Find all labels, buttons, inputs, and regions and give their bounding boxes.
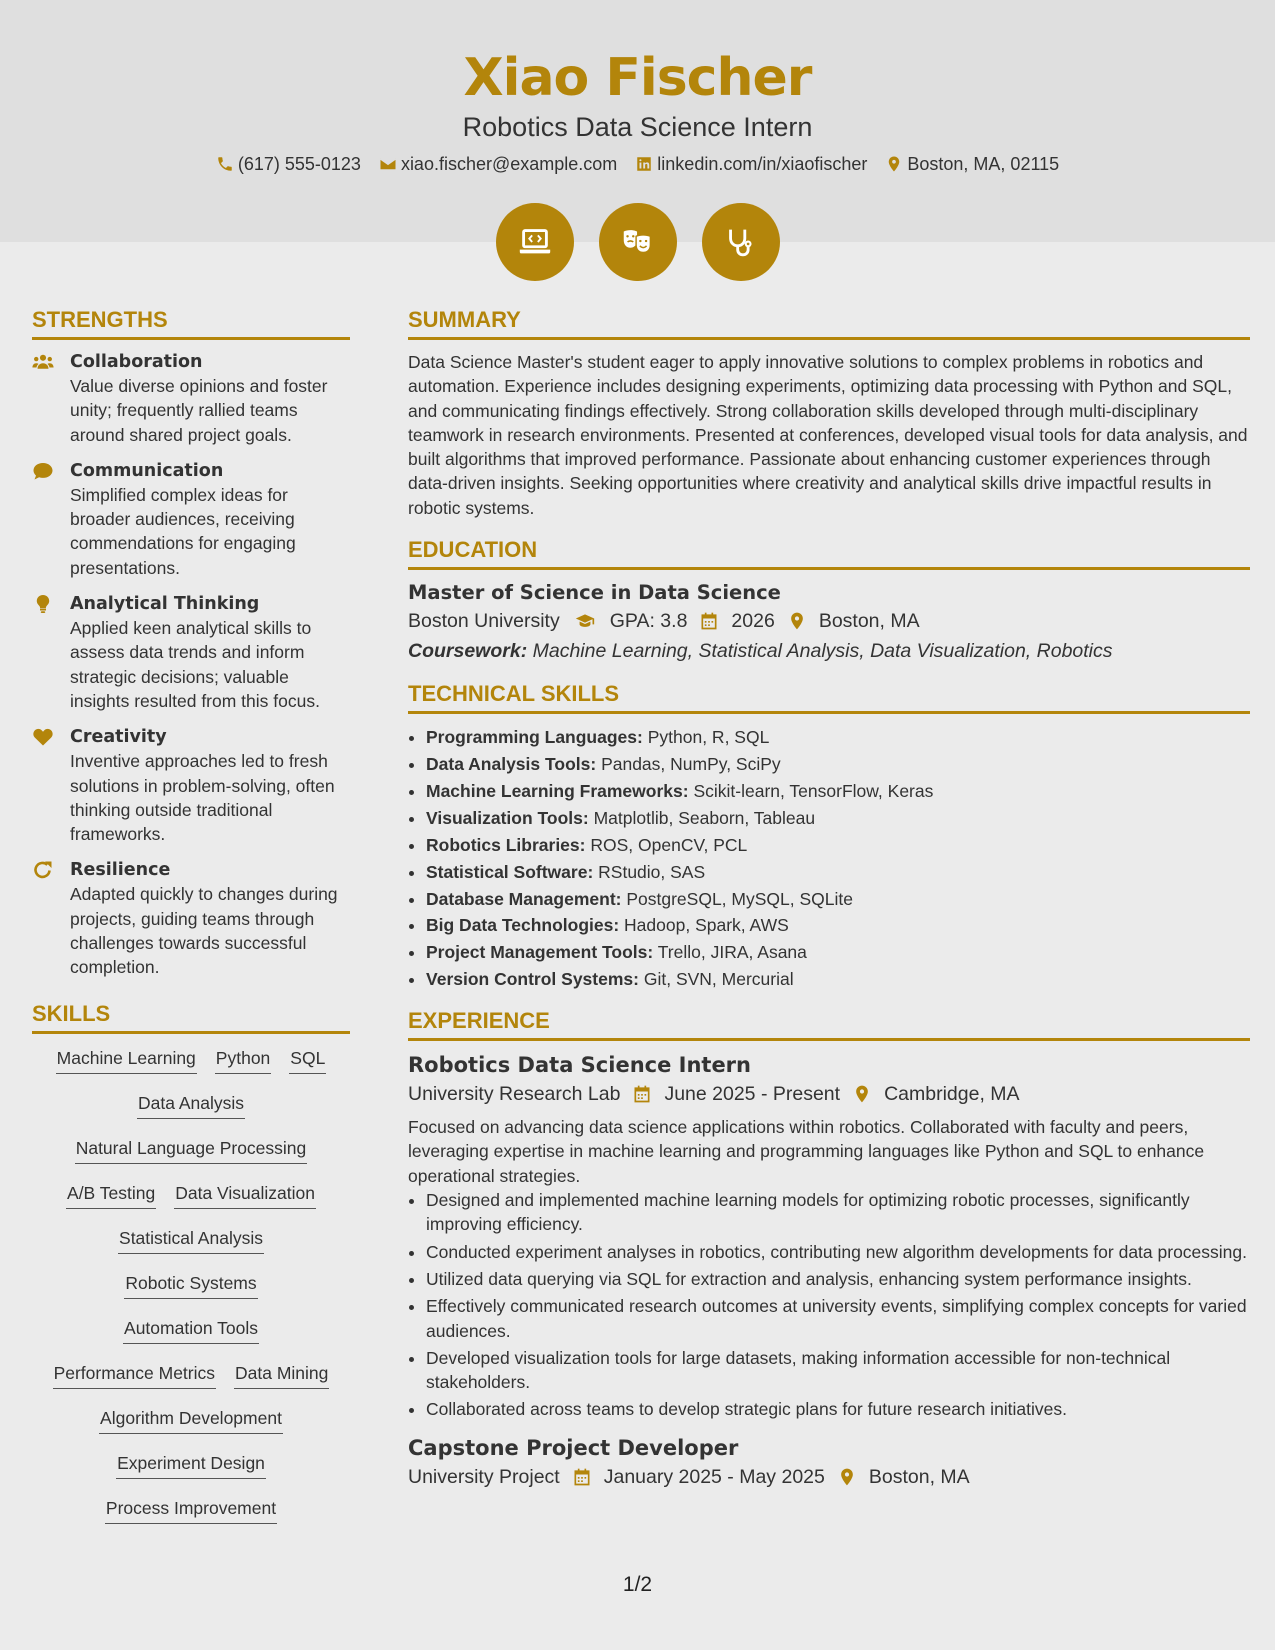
badge-theater-masks (599, 203, 677, 281)
education-meta (408, 606, 1250, 636)
coursework-list: Machine Learning, Statistical Analysis, Data Visualization, Robotics (532, 640, 1113, 663)
skill-label: Machine Learning Frameworks: (426, 780, 689, 801)
strength-title: Creativity (70, 727, 167, 748)
skill-value: Python, R, SQL (647, 727, 770, 748)
page-number: 1/2 (622, 1573, 653, 1596)
strength-title: Collaboration (70, 352, 203, 372)
badge-laptop-code (496, 203, 574, 281)
skill-value: Pandas, NumPy, SciPy (601, 753, 781, 774)
candidate-title: Robotics Data Science Intern (462, 112, 813, 142)
skill-value: Matplotlib, Seaborn, Tableau (593, 807, 816, 828)
skill-chip: SQL (289, 1046, 326, 1074)
skill-label: Data Analysis Tools: (426, 753, 597, 774)
badge-stethoscope (702, 203, 780, 281)
strength-item (32, 592, 350, 713)
skill-value: PostgreSQL, MySQL, SQLite (626, 888, 853, 909)
skill-row (32, 1181, 350, 1226)
phone-icon (216, 155, 234, 173)
skill-row (32, 1271, 350, 1316)
location-text: Boston, MA, 02115 (907, 154, 1060, 174)
speech-bubble-icon (32, 461, 54, 481)
summary-heading: SUMMARY (408, 306, 1250, 340)
job-location: Boston, MA (868, 1465, 970, 1488)
job-dates: January 2025 - May 2025 (603, 1465, 825, 1488)
list-item: • Collaborated across teams to develop strategic plans for future research initiatives. (426, 1397, 1250, 1421)
skill-row (32, 1226, 350, 1271)
job-org: University Project (408, 1465, 560, 1488)
strength-desc: Value diverse opinions and foster unity; frequently rallied teams around shared project goals. (70, 376, 328, 445)
envelope-icon (379, 155, 397, 173)
list-item (426, 912, 1250, 939)
map-pin-icon (787, 611, 807, 631)
strengths-list (32, 350, 350, 980)
strength-title: Communication (70, 460, 224, 481)
list-item: • Designed and implemented machine learning models for optimizing robotic processes, significantly improving efficiency. (426, 1188, 1250, 1237)
list-item (426, 939, 1250, 966)
list-item (426, 832, 1250, 859)
degree-title: Master of Science in Data Science (408, 581, 781, 605)
linkedin-icon (635, 155, 653, 173)
strength-item (32, 725, 350, 846)
calendar-icon (699, 611, 719, 631)
skill-row (32, 1316, 350, 1361)
list-item (426, 886, 1250, 913)
skill-chip: Data Mining (234, 1361, 329, 1389)
school-location: Boston, MA (818, 610, 920, 633)
list-item (426, 859, 1250, 886)
strength-title: Analytical Thinking (70, 594, 260, 615)
skill-label: Database Management: (426, 888, 622, 909)
job-location: Cambridge, MA (884, 1083, 1020, 1106)
gpa-text: GPA: 3.8 (609, 610, 688, 633)
strength-desc: Adapted quickly to changes during projects, guiding teams through challenges towards successful completion. (70, 884, 338, 978)
list-item: • Effectively communicated research outcomes at university events, simplifying complex concepts for varied audiences. (426, 1294, 1250, 1343)
skill-label: Statistical Software: (426, 861, 594, 882)
interest-badges (0, 203, 1275, 281)
map-pin-icon (837, 1467, 857, 1487)
job-title: Capstone Project Developer (408, 1435, 739, 1460)
calendar-icon (632, 1084, 652, 1104)
skill-value: Scikit-learn, TensorFlow, Keras (693, 780, 934, 801)
skill-row (32, 1451, 350, 1496)
strength-item (32, 459, 350, 580)
phone-text: (617) 555-0123 (237, 154, 361, 174)
job-bullets (408, 1188, 1250, 1422)
skill-label: Robotics Libraries: (426, 834, 586, 855)
users-icon (32, 352, 54, 372)
skill-chip: Natural Language Processing (75, 1136, 308, 1164)
strength-item (32, 858, 350, 979)
skill-label: Version Control Systems: (426, 969, 639, 990)
email-text: xiao.fischer@example.com (400, 154, 618, 174)
list-item (426, 751, 1250, 778)
education-heading: EDUCATION (408, 536, 1250, 570)
linkedin-text: linkedin.com/in/xiaofischer (657, 154, 868, 174)
laptop-code-icon (516, 223, 554, 261)
calendar-icon (572, 1467, 592, 1487)
technical-skills-list (408, 724, 1250, 993)
skills-list (32, 1046, 350, 1541)
map-pin-icon (852, 1084, 872, 1104)
list-item: • Utilized data querying via SQL for extraction and analysis, enhancing system performance insights. (426, 1267, 1250, 1291)
list-item: • Developed visualization tools for large datasets, making information accessible for non-technical stakeholders. (426, 1346, 1250, 1395)
skill-chip: Statistical Analysis (118, 1226, 264, 1254)
strength-item (32, 350, 350, 447)
skills-heading: SKILLS (32, 1000, 350, 1034)
strength-desc: Simplified complex ideas for broader audiences, receiving commendations for engaging presentations. (70, 484, 296, 578)
redo-icon (32, 860, 54, 880)
list-item (426, 966, 1250, 993)
contact-phone[interactable] (216, 152, 361, 176)
skill-label: Programming Languages: (426, 727, 643, 748)
technical-skills-heading: TECHNICAL SKILLS (408, 680, 1250, 714)
skill-row (32, 1496, 350, 1541)
skill-value: Trello, JIRA, Asana (657, 942, 807, 963)
left-column (32, 306, 350, 1541)
list-item (426, 724, 1250, 751)
coursework-label: Coursework: (408, 640, 528, 663)
contact-location (885, 152, 1059, 176)
skill-label: Project Management Tools: (426, 942, 654, 963)
graduation-cap-icon (572, 611, 598, 631)
contact-linkedin[interactable] (635, 152, 867, 176)
stethoscope-icon (722, 223, 760, 261)
skill-chip: Data Visualization (174, 1181, 316, 1209)
strengths-heading: STRENGTHS (32, 306, 350, 340)
job-org: University Research Lab (408, 1083, 621, 1106)
skill-row (32, 1091, 350, 1136)
job-description: Focused on advancing data science applications within robotics. Collaborated with faculty and peers, leveraging expertise in machine learning and programming languages like Python and SQL to enhance operational strategies. (408, 1117, 1205, 1186)
skill-chip: Machine Learning (56, 1046, 197, 1074)
skill-chip: Performance Metrics (53, 1361, 216, 1389)
candidate-name: Xiao Fischer (463, 48, 812, 108)
coursework (408, 636, 1250, 666)
skill-chip: A/B Testing (66, 1181, 156, 1209)
skill-chip: Robotic Systems (124, 1271, 257, 1299)
skill-label: Big Data Technologies: (426, 915, 620, 936)
lightbulb-icon (32, 594, 54, 614)
skill-value: Hadoop, Spark, AWS (624, 915, 789, 936)
school-name: Boston University (408, 610, 560, 633)
experience-heading: EXPERIENCE (408, 1007, 1250, 1041)
strength-desc: Inventive approaches led to fresh solutions in problem-solving, often thinking outside traditional frameworks. (70, 751, 335, 845)
skill-value: Git, SVN, Mercurial (643, 969, 794, 990)
strength-title: Resilience (70, 860, 171, 881)
right-column (408, 306, 1250, 1492)
theater-masks-icon (619, 223, 657, 261)
strength-desc: Applied keen analytical skills to assess data trends and inform strategic decisions; valuable insights resulted from this focus. (70, 618, 320, 711)
skill-chip: Data Analysis (137, 1091, 245, 1119)
contact-email[interactable] (379, 152, 617, 176)
skill-chip: Experiment Design (116, 1451, 266, 1479)
summary-text: Data Science Master's student eager to apply innovative solutions to complex problems in robotics and automation. Experience includes designing experiments, optimizing data processing with Python and SQL, and communicating findings effectively. Strong collaboration skills developed through multi-disciplinary teamwork in research environments. Presented at conferences, developed visual tools for data analysis, and built algorithms that improved performance. Passionate about enhancing customer experiences through data-driven insights. Seeking opportunities where creativity and analytical skills drive impactful results in robotic systems. (408, 352, 1248, 518)
skill-label: Visualization Tools: (426, 807, 589, 828)
job-meta (408, 1079, 1250, 1109)
skill-row (32, 1406, 350, 1451)
list-item: • Conducted experiment analyses in robotics, contributing new algorithm developments for data processing. (426, 1240, 1250, 1264)
skill-row (32, 1136, 350, 1181)
skill-value: RStudio, SAS (598, 861, 706, 882)
heart-icon (32, 727, 54, 747)
list-item (426, 778, 1250, 805)
job-meta (408, 1462, 1250, 1492)
skill-value: ROS, OpenCV, PCL (590, 834, 748, 855)
skill-row (32, 1361, 350, 1406)
contact-bar (0, 152, 1275, 176)
skill-chip: Algorithm Development (99, 1406, 283, 1434)
skill-row (32, 1046, 350, 1091)
graduation-year: 2026 (731, 610, 775, 633)
skill-chip: Process Improvement (105, 1496, 277, 1524)
skill-chip: Python (215, 1046, 271, 1074)
job-title: Robotics Data Science Intern (408, 1053, 751, 1078)
map-pin-icon (885, 155, 903, 173)
list-item (426, 805, 1250, 832)
job-dates: June 2025 - Present (664, 1083, 841, 1106)
skill-chip: Automation Tools (123, 1316, 259, 1344)
